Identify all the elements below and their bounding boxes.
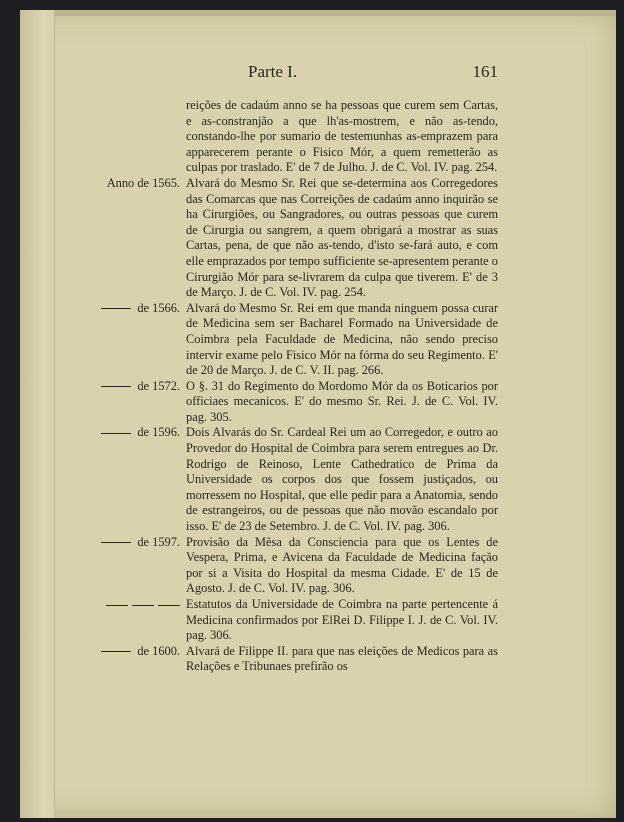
- entry-1565: [98, 176, 498, 301]
- ditto-dash: [132, 605, 154, 606]
- page-gutter: [20, 10, 55, 818]
- entry-date-text: de 1572.: [137, 378, 180, 393]
- entry-date: [98, 425, 186, 534]
- ditto-dash: [106, 605, 128, 606]
- ditto-dash: [101, 308, 131, 309]
- entry-date: [98, 535, 186, 597]
- ditto-dash: [101, 651, 131, 652]
- ditto-dash: [101, 386, 131, 387]
- page-top-edge: [20, 10, 616, 16]
- entry-text: Provisão da Mêsa da Consciencia para que os Lentes de Vespera, Prima, e Avicena da Faculdade de Medicina façăo por si a Visita do Hospital da mesma Cidade. E' de 15 de Agosto. J. de C. Vol. IV. pag. 306.: [186, 534, 498, 596]
- entry-date-text: de 1600.: [137, 643, 180, 658]
- page-number: 161: [472, 62, 498, 81]
- part-heading: Parte I.: [248, 62, 298, 81]
- entry-1600: [98, 644, 498, 675]
- entry-text: Alvará do Mesmo Sr. Rei em que manda ninguem possa curar de Medicina sem ser Bacharel Formado na Universidade de Coimbra pela Faculdade de Medicina, não sendo preciso intervir exame pelo Fisico Mór na fórma do seu Regimento. E' de 20 de Março. J. de C. V. II. pag. 266.: [186, 300, 498, 378]
- entry-1566: [98, 301, 498, 379]
- entry-date: Anno de 1565.: [106, 175, 180, 190]
- entry-text: Alvará do Mesmo Sr. Rei que se-determina aos Corregedores das Comarcas que nas Correições de cadaúm anno inquirão se ha Cirurgiões, ou Sangradores, ou outras pessoas que curem de Cirurgia ou sangrem, a quem obrigará a mostrar as suas Cartas, pena, de que não as-tendo, d'isto se-fará auto, e com elle emprazados por tempo sufficiente se-apresentem perante o Cirurgião Mór para se-livrarem da culpa que tiverem. E' de 3 de Março. J. de C. Vol. IV. pag. 254.: [186, 175, 498, 300]
- entry-1597: [98, 535, 498, 597]
- page-body: [98, 98, 498, 675]
- entry-date-text: de 1566.: [137, 300, 180, 315]
- ditto-dash: [101, 433, 131, 434]
- entry-1596: [98, 425, 498, 534]
- entry-date: [98, 597, 186, 644]
- entry-text: Estatutos da Universidade de Coimbra na parte pertencente á Medicina confirmados por ElRei D. Filippe I. J. de C. Vol. IV. pag. 306.: [186, 597, 498, 643]
- entry-date-text: de 1596.: [137, 425, 180, 440]
- entry-text: O §. 31 do Regimento do Mordomo Mór da os Boticarios por officiaes mecanicos. E' do mesmo Sr. Rei. J. de C. Vol. IV. pag. 305.: [186, 378, 498, 424]
- entry-text: Dois Alvarás do Sr. Cardeal Rei um ao Corregedor, e outro ao Provedor do Hospital de Coimbra para serem entregues ao Dr. Rodrigo de Reinoso, Lente Cathedratico de Prima da Universidade os corpos dos que fossem justiçados, ou morressem no Hospital, que elle pedir para a Anatomia, sendo de estrangeiros, ou de pessoas que não movão escandalo por isso. E' de 23 de Setembro. J. de C. Vol. IV. pag. 306.: [186, 425, 498, 534]
- entry-text: Alvará de Filippe II. para que nas eleições de Medicos para as Relações e Tribunaes prefirão os: [186, 643, 498, 674]
- entry-date: [98, 301, 186, 379]
- entry-date: [98, 98, 186, 176]
- entry-date: [98, 379, 186, 426]
- entry-1572: [98, 379, 498, 426]
- ditto-dash: [158, 605, 180, 606]
- entry-text: reições de cadaúm anno se ha pessoas que curem sem Cartas, e as-constranjão a que lh'as-mostrem, e não as-tendo, constando-lhe por sumario de testemunhas as-emprazem para apparecerem perante o Fisico Mór, a quem remetterão as culpas por traslado. E' de 7 de Julho. J. de C. Vol. IV. pag. 254.: [186, 98, 498, 175]
- entry-estatutos: [98, 597, 498, 644]
- entry-date: [98, 644, 186, 675]
- ditto-dash: [101, 542, 131, 543]
- running-header: [248, 62, 498, 88]
- entry-date-text: de 1597.: [137, 534, 180, 549]
- entry-continuation: [98, 98, 498, 176]
